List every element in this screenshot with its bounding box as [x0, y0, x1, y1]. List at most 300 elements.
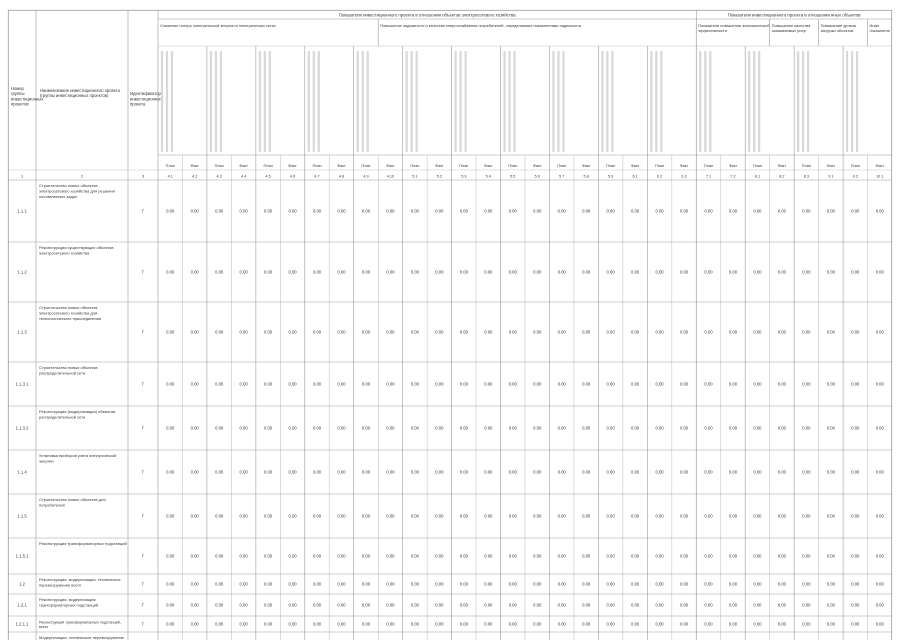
metric-value: 0.00: [655, 469, 664, 475]
metric-value: 0.00: [631, 329, 640, 335]
metric-value: 0.00: [264, 208, 273, 214]
metric-value: 0.00: [190, 621, 199, 627]
metric-value: 0.00: [582, 329, 591, 335]
metric-value: 0.00: [753, 602, 762, 608]
metric-value: 0.00: [215, 425, 224, 431]
metric-value: 0.00: [582, 469, 591, 475]
column-number: 6.3: [681, 174, 687, 179]
metric-value: 0.00: [435, 581, 444, 587]
metric-value: 0.00: [239, 602, 248, 608]
table-grid: [8, 10, 892, 640]
subgroup-header: Иные показатели: [869, 23, 890, 33]
column-number: 5.8: [583, 174, 589, 179]
metric-value: 0.00: [215, 602, 224, 608]
column-number: 5.5: [510, 174, 516, 179]
metric-value: 0.00: [875, 621, 884, 627]
metric-value: 0.00: [851, 329, 860, 335]
metric-value: 0.00: [508, 581, 517, 587]
metric-value: 0.00: [215, 469, 224, 475]
metric-value: 0.00: [582, 513, 591, 519]
row-name: Реконструкция, модернизация трансформаторных подстанций: [39, 597, 99, 608]
plan-fact-label: План: [557, 164, 567, 168]
metric-value: 0.00: [655, 329, 664, 335]
plan-fact-label: Факт: [630, 164, 640, 168]
column-number: 5.9: [607, 174, 614, 179]
metric-value: 0.00: [215, 208, 224, 214]
metric-value: 0.00: [239, 581, 248, 587]
row-name: Строительство новых объектов электросетевого хозяйства для технологического присоединения: [39, 305, 102, 321]
metric-value: 0.00: [337, 208, 346, 214]
metric-value: 0.00: [410, 208, 419, 214]
subgroup-header: Повышение качества оказываемых услуг: [771, 23, 811, 33]
metric-value: 0.00: [166, 513, 175, 519]
plan-fact-label: Факт: [435, 164, 444, 168]
plan-fact-label: Факт: [288, 164, 297, 168]
metric-value: 0.00: [851, 513, 860, 519]
metric-value: 0.00: [631, 381, 640, 387]
metric-value: 0.00: [459, 329, 468, 335]
metric-value: 0.00: [361, 381, 371, 387]
metric-value: 0.00: [484, 208, 493, 214]
row-id: Г: [141, 269, 145, 275]
row-number: 1.2.1: [17, 602, 27, 608]
metric-value: 0.00: [386, 381, 395, 387]
metric-value: 0.00: [851, 381, 860, 387]
metric-value: 0.00: [655, 621, 664, 627]
metric-value: 0.00: [215, 381, 224, 387]
metric-value: 0.00: [508, 621, 517, 627]
metric-value: 0.00: [655, 602, 664, 608]
row-id: Г: [141, 425, 145, 431]
metric-value: 0.00: [312, 581, 322, 587]
metric-value: 0.00: [190, 329, 199, 335]
metric-value: 0.00: [288, 581, 297, 587]
metric-value: 0.00: [337, 381, 346, 387]
metric-value: 0.00: [557, 513, 566, 519]
column-number: 5.4: [485, 174, 491, 179]
metric-value: 0.00: [166, 469, 175, 475]
metric-value: 0.00: [753, 329, 762, 335]
column-number: 1: [20, 174, 24, 179]
metric-value: 0.00: [459, 513, 468, 519]
plan-fact-label: План: [312, 164, 322, 168]
metric-value: 0.00: [704, 469, 713, 475]
metric-value: 0.00: [875, 581, 884, 587]
metric-value: 0.00: [166, 425, 175, 431]
metric-value: 0.00: [753, 425, 762, 431]
metric-value: 0.00: [557, 553, 566, 559]
column-number: 10.1: [876, 174, 884, 179]
metric-value: 0.00: [484, 602, 493, 608]
metric-value: 0.00: [361, 581, 371, 587]
column-number: 5.6: [534, 174, 540, 179]
metric-value: 0.00: [728, 208, 738, 214]
metric-value: 0.00: [557, 269, 566, 275]
metric-value: 0.00: [802, 553, 811, 559]
metric-value: 0.00: [288, 513, 297, 519]
row-number: 1.1.1: [17, 208, 27, 214]
metric-value: 0.00: [582, 381, 591, 387]
row-name: Строительство новых объектов распределительной сети: [39, 365, 98, 376]
row-name: Реконструкция трансформаторных подстанций: [39, 541, 127, 546]
column-number: 7.2: [730, 174, 736, 179]
metric-value: 0.00: [386, 469, 395, 475]
metric-value: 0.00: [386, 621, 395, 627]
plan-fact-label: Факт: [484, 164, 493, 168]
metric-value: 0.00: [190, 581, 199, 587]
column-number: 4.8: [338, 174, 345, 179]
metric-value: 0.00: [386, 425, 395, 431]
metric-value: 0.00: [312, 208, 322, 214]
metric-value: 0.00: [728, 381, 738, 387]
metric-value: 0.00: [264, 329, 273, 335]
group-header-left: Показатели инвестиционного проекта в отношении объектов электросетевого хозяйства: [338, 12, 516, 18]
metric-value: 0.00: [753, 469, 762, 475]
metric-value: 0.00: [386, 513, 395, 519]
row-id: Г: [141, 381, 145, 387]
metric-value: 0.00: [508, 553, 517, 559]
metric-value: 0.00: [631, 581, 640, 587]
metric-value: 0.00: [679, 621, 689, 627]
metric-value: 0.00: [704, 602, 713, 608]
header-group-number: Номер группы инвестиционных проектов: [11, 86, 44, 107]
metric-value: 0.00: [655, 381, 664, 387]
metric-value: 0.00: [631, 553, 640, 559]
metric-value: 0.00: [753, 553, 762, 559]
metric-value: 0.00: [533, 602, 542, 608]
metric-value: 0.00: [557, 208, 566, 214]
row-number: 1.1.2: [17, 269, 27, 275]
metric-value: 0.00: [288, 208, 297, 214]
metric-value: 0.00: [802, 469, 811, 475]
metric-value: 0.00: [435, 553, 444, 559]
metric-value: 0.00: [337, 553, 346, 559]
metric-value: 0.00: [361, 469, 371, 475]
metric-value: 0.00: [410, 329, 419, 335]
column-number: 4.3: [216, 174, 222, 179]
metric-value: 0.00: [557, 621, 566, 627]
metric-value: 0.00: [802, 581, 811, 587]
plan-fact-label: План: [508, 164, 518, 168]
metric-value: 0.00: [875, 329, 884, 335]
row-id: Г: [141, 329, 145, 335]
metric-value: 0.00: [166, 329, 175, 335]
metric-value: 0.00: [875, 425, 884, 431]
metric-value: 0.00: [239, 329, 248, 335]
metric-value: 0.00: [851, 581, 860, 587]
metric-value: 0.00: [288, 425, 297, 431]
metric-value: 0.00: [264, 581, 273, 587]
metric-value: 0.00: [777, 381, 786, 387]
metric-value: 0.00: [728, 513, 738, 519]
row-id: Г: [141, 581, 145, 587]
metric-value: 0.00: [533, 581, 542, 587]
metric-value: 0.00: [337, 621, 346, 627]
metric-value: 0.00: [435, 269, 444, 275]
metric-value: 0.00: [557, 329, 566, 335]
metric-value: 0.00: [361, 425, 371, 431]
metric-value: 0.00: [435, 513, 444, 519]
column-number: 8.1: [754, 174, 761, 179]
metric-value: 0.00: [264, 425, 273, 431]
plan-fact-label: План: [361, 164, 371, 168]
metric-value: 0.00: [606, 425, 615, 431]
group-header-right: Показатели инвестиционного проекта в отношении иных объектов: [727, 12, 861, 18]
metric-value: 0.00: [410, 513, 419, 519]
metric-value: 0.00: [875, 269, 884, 275]
plan-fact-label: План: [263, 164, 273, 168]
metric-value: 0.00: [435, 329, 444, 335]
row-id: Г: [141, 602, 145, 608]
metric-value: 0.00: [777, 208, 786, 214]
metric-value: 0.00: [435, 425, 444, 431]
metric-value: 0.00: [851, 553, 860, 559]
metric-value: 0.00: [582, 553, 591, 559]
metric-value: 0.00: [826, 513, 835, 519]
metric-value: 0.00: [166, 602, 175, 608]
metric-value: 0.00: [312, 621, 322, 627]
metric-value: 0.00: [631, 602, 640, 608]
row-name: Реконструкция (модернизация) объектов распределительной сети: [39, 409, 116, 420]
metric-value: 0.00: [288, 381, 297, 387]
metric-value: 0.00: [288, 621, 297, 627]
metric-value: 0.00: [264, 469, 273, 475]
metric-value: 0.00: [239, 425, 248, 431]
metric-value: 0.00: [264, 621, 273, 627]
metric-value: 0.00: [215, 621, 224, 627]
metric-value: 0.00: [410, 553, 419, 559]
metric-value: 0.00: [190, 553, 199, 559]
metric-value: 0.00: [753, 208, 762, 214]
metric-value: 0.00: [606, 581, 615, 587]
plan-fact-label: Факт: [826, 164, 836, 168]
metric-value: 0.00: [704, 208, 713, 214]
metric-value: 0.00: [337, 269, 346, 275]
metric-value: 0.00: [679, 581, 689, 587]
metric-value: 0.00: [557, 602, 566, 608]
subgroup-header: Показатели повышения экономической эффективности: [698, 23, 770, 33]
column-number: 5.7: [559, 174, 565, 179]
metric-value: 0.00: [728, 602, 738, 608]
metric-value: 0.00: [312, 513, 322, 519]
metric-value: 0.00: [728, 329, 738, 335]
metric-value: 0.00: [533, 513, 542, 519]
metric-value: 0.00: [410, 602, 419, 608]
metric-value: 0.00: [606, 553, 615, 559]
metric-value: 0.00: [582, 581, 591, 587]
row-name: Реконструкция существующих объектов электросетевого хозяйства: [39, 245, 114, 256]
metric-value: 0.00: [288, 269, 297, 275]
row-id: Г: [141, 621, 145, 627]
metric-value: 0.00: [215, 513, 224, 519]
header-project-name: Наименование инвестиционного проекта (группы инвестиционных проектов): [40, 88, 120, 99]
metric-value: 0.00: [802, 381, 811, 387]
metric-value: 0.00: [386, 602, 395, 608]
metric-value: 0.00: [239, 269, 248, 275]
metric-value: 0.00: [557, 381, 566, 387]
plan-fact-label: Факт: [679, 164, 689, 168]
metric-value: 0.00: [606, 469, 615, 475]
metric-value: 0.00: [851, 208, 860, 214]
metric-value: 0.00: [459, 425, 468, 431]
metric-value: 0.00: [704, 553, 713, 559]
column-number: 4.2: [192, 174, 198, 179]
metric-value: 0.00: [753, 513, 762, 519]
metric-value: 0.00: [704, 621, 713, 627]
row-id: Г: [141, 553, 145, 559]
metric-value: 0.00: [533, 269, 542, 275]
metric-value: 0.00: [802, 208, 811, 214]
metric-value: 0.00: [582, 621, 591, 627]
metric-value: 0.00: [361, 269, 371, 275]
metric-value: 0.00: [166, 581, 175, 587]
metric-value: 0.00: [582, 269, 591, 275]
metric-value: 0.00: [386, 269, 395, 275]
metric-value: 0.00: [704, 269, 713, 275]
row-number: 1.1.4: [17, 469, 27, 475]
metric-value: 0.00: [777, 553, 786, 559]
metric-value: 0.00: [679, 329, 689, 335]
metric-value: 0.00: [606, 208, 615, 214]
header-project-id: Идентификатор инвестиционного проекта: [130, 91, 164, 107]
column-number: 4.9: [363, 174, 369, 179]
plan-fact-label: Факт: [533, 164, 542, 168]
metric-value: 0.00: [239, 553, 248, 559]
metric-value: 0.00: [190, 208, 199, 214]
metric-value: 0.00: [312, 553, 322, 559]
metric-value: 0.00: [875, 602, 884, 608]
metric-value: 0.00: [777, 602, 786, 608]
metric-value: 0.00: [386, 208, 395, 214]
metric-value: 0.00: [166, 208, 175, 214]
metric-value: 0.00: [826, 269, 835, 275]
plan-fact-label: План: [703, 164, 714, 168]
plan-fact-label: Факт: [239, 164, 248, 168]
subgroup-header: Повышение надежности и качества энергоснабжения потребителей, определяемых показателями надежности: [380, 23, 582, 28]
metric-value: 0.00: [361, 602, 371, 608]
plan-fact-label: Факт: [875, 164, 884, 168]
metric-value: 0.00: [459, 469, 468, 475]
metric-value: 0.00: [508, 513, 517, 519]
column-number: 8.2: [779, 174, 785, 179]
metric-value: 0.00: [631, 269, 640, 275]
metric-value: 0.00: [386, 581, 395, 587]
column-number: 6.2: [656, 174, 663, 179]
row-name: Модернизация, техническое перевооружение: [39, 635, 124, 640]
metric-value: 0.00: [679, 425, 689, 431]
metric-value: 0.00: [337, 513, 346, 519]
metric-value: 0.00: [239, 381, 248, 387]
row-number: 1.1.3.1: [15, 381, 29, 387]
metric-value: 0.00: [166, 553, 175, 559]
metric-value: 0.00: [875, 553, 884, 559]
metric-value: 0.00: [166, 269, 175, 275]
metric-value: 0.00: [753, 621, 762, 627]
metric-value: 0.00: [533, 621, 542, 627]
metric-value: 0.00: [459, 381, 468, 387]
metric-value: 0.00: [679, 513, 689, 519]
column-number: 4.10: [386, 174, 395, 179]
metric-value: 0.00: [533, 208, 542, 214]
metric-value: 0.00: [606, 269, 615, 275]
metric-value: 0.00: [606, 513, 615, 519]
column-number: 4.6: [289, 174, 296, 179]
plan-fact-label: План: [410, 164, 420, 168]
metric-value: 0.00: [753, 269, 762, 275]
row-number: 1.1.3.2: [15, 425, 29, 431]
metric-value: 0.00: [459, 602, 468, 608]
metric-value: 0.00: [851, 621, 860, 627]
column-number: 6.1: [632, 174, 638, 179]
metric-value: 0.00: [802, 621, 811, 627]
metric-value: 0.00: [508, 269, 517, 275]
metric-value: 0.00: [679, 469, 689, 475]
metric-value: 0.00: [288, 553, 297, 559]
metric-value: 0.00: [166, 381, 175, 387]
metric-value: 0.00: [410, 425, 419, 431]
metric-value: 0.00: [239, 208, 248, 214]
metric-value: 0.00: [215, 581, 224, 587]
metric-value: 0.00: [484, 269, 493, 275]
metric-value: 0.00: [484, 381, 493, 387]
metric-value: 0.00: [826, 381, 835, 387]
row-name: Установка приборов учета электрической энергии: [39, 453, 117, 464]
column-number: 3: [141, 174, 145, 179]
metric-value: 0.00: [288, 602, 297, 608]
metric-value: 0.00: [777, 425, 786, 431]
metric-value: 0.00: [631, 208, 640, 214]
metric-value: 0.00: [777, 269, 786, 275]
plan-fact-label: Факт: [190, 164, 199, 168]
row-id: Г: [141, 469, 145, 475]
metric-value: 0.00: [802, 269, 811, 275]
column-number: 7.1: [705, 174, 712, 179]
metric-value: 0.00: [826, 425, 835, 431]
metric-value: 0.00: [875, 381, 884, 387]
metric-value: 0.00: [264, 553, 273, 559]
metric-value: 0.00: [704, 381, 713, 387]
metric-value: 0.00: [704, 329, 713, 335]
row-id: Г: [141, 513, 145, 519]
metric-value: 0.00: [533, 469, 542, 475]
plan-fact-label: План: [459, 164, 469, 168]
subgroup-header: Повышение уровня загрузки объектов: [820, 23, 856, 33]
metric-value: 0.00: [557, 469, 566, 475]
metric-value: 0.00: [655, 425, 664, 431]
metric-value: 0.00: [215, 269, 224, 275]
metric-value: 0.00: [777, 329, 786, 335]
metric-value: 0.00: [655, 581, 664, 587]
column-number: 5.1: [412, 174, 418, 179]
metric-value: 0.00: [312, 329, 322, 335]
metric-value: 0.00: [655, 513, 664, 519]
metric-value: 0.00: [533, 329, 542, 335]
plan-fact-label: План: [606, 164, 616, 168]
metric-value: 0.00: [410, 269, 419, 275]
metric-value: 0.00: [386, 329, 395, 335]
metric-value: 0.00: [190, 602, 199, 608]
metric-value: 0.00: [679, 269, 689, 275]
metric-value: 0.00: [337, 469, 346, 475]
row-number: 1.1.5.1: [15, 553, 29, 559]
row-name: Строительство новых объектов электросетевого хозяйства для решения поставленных задач: [39, 183, 115, 199]
metric-value: 0.00: [655, 208, 664, 214]
metric-value: 0.00: [361, 329, 371, 335]
row-number: 1.2: [19, 581, 25, 587]
metric-value: 0.00: [484, 553, 493, 559]
row-number: 1.2.1.1: [15, 621, 29, 627]
metric-value: 0.00: [190, 513, 199, 519]
